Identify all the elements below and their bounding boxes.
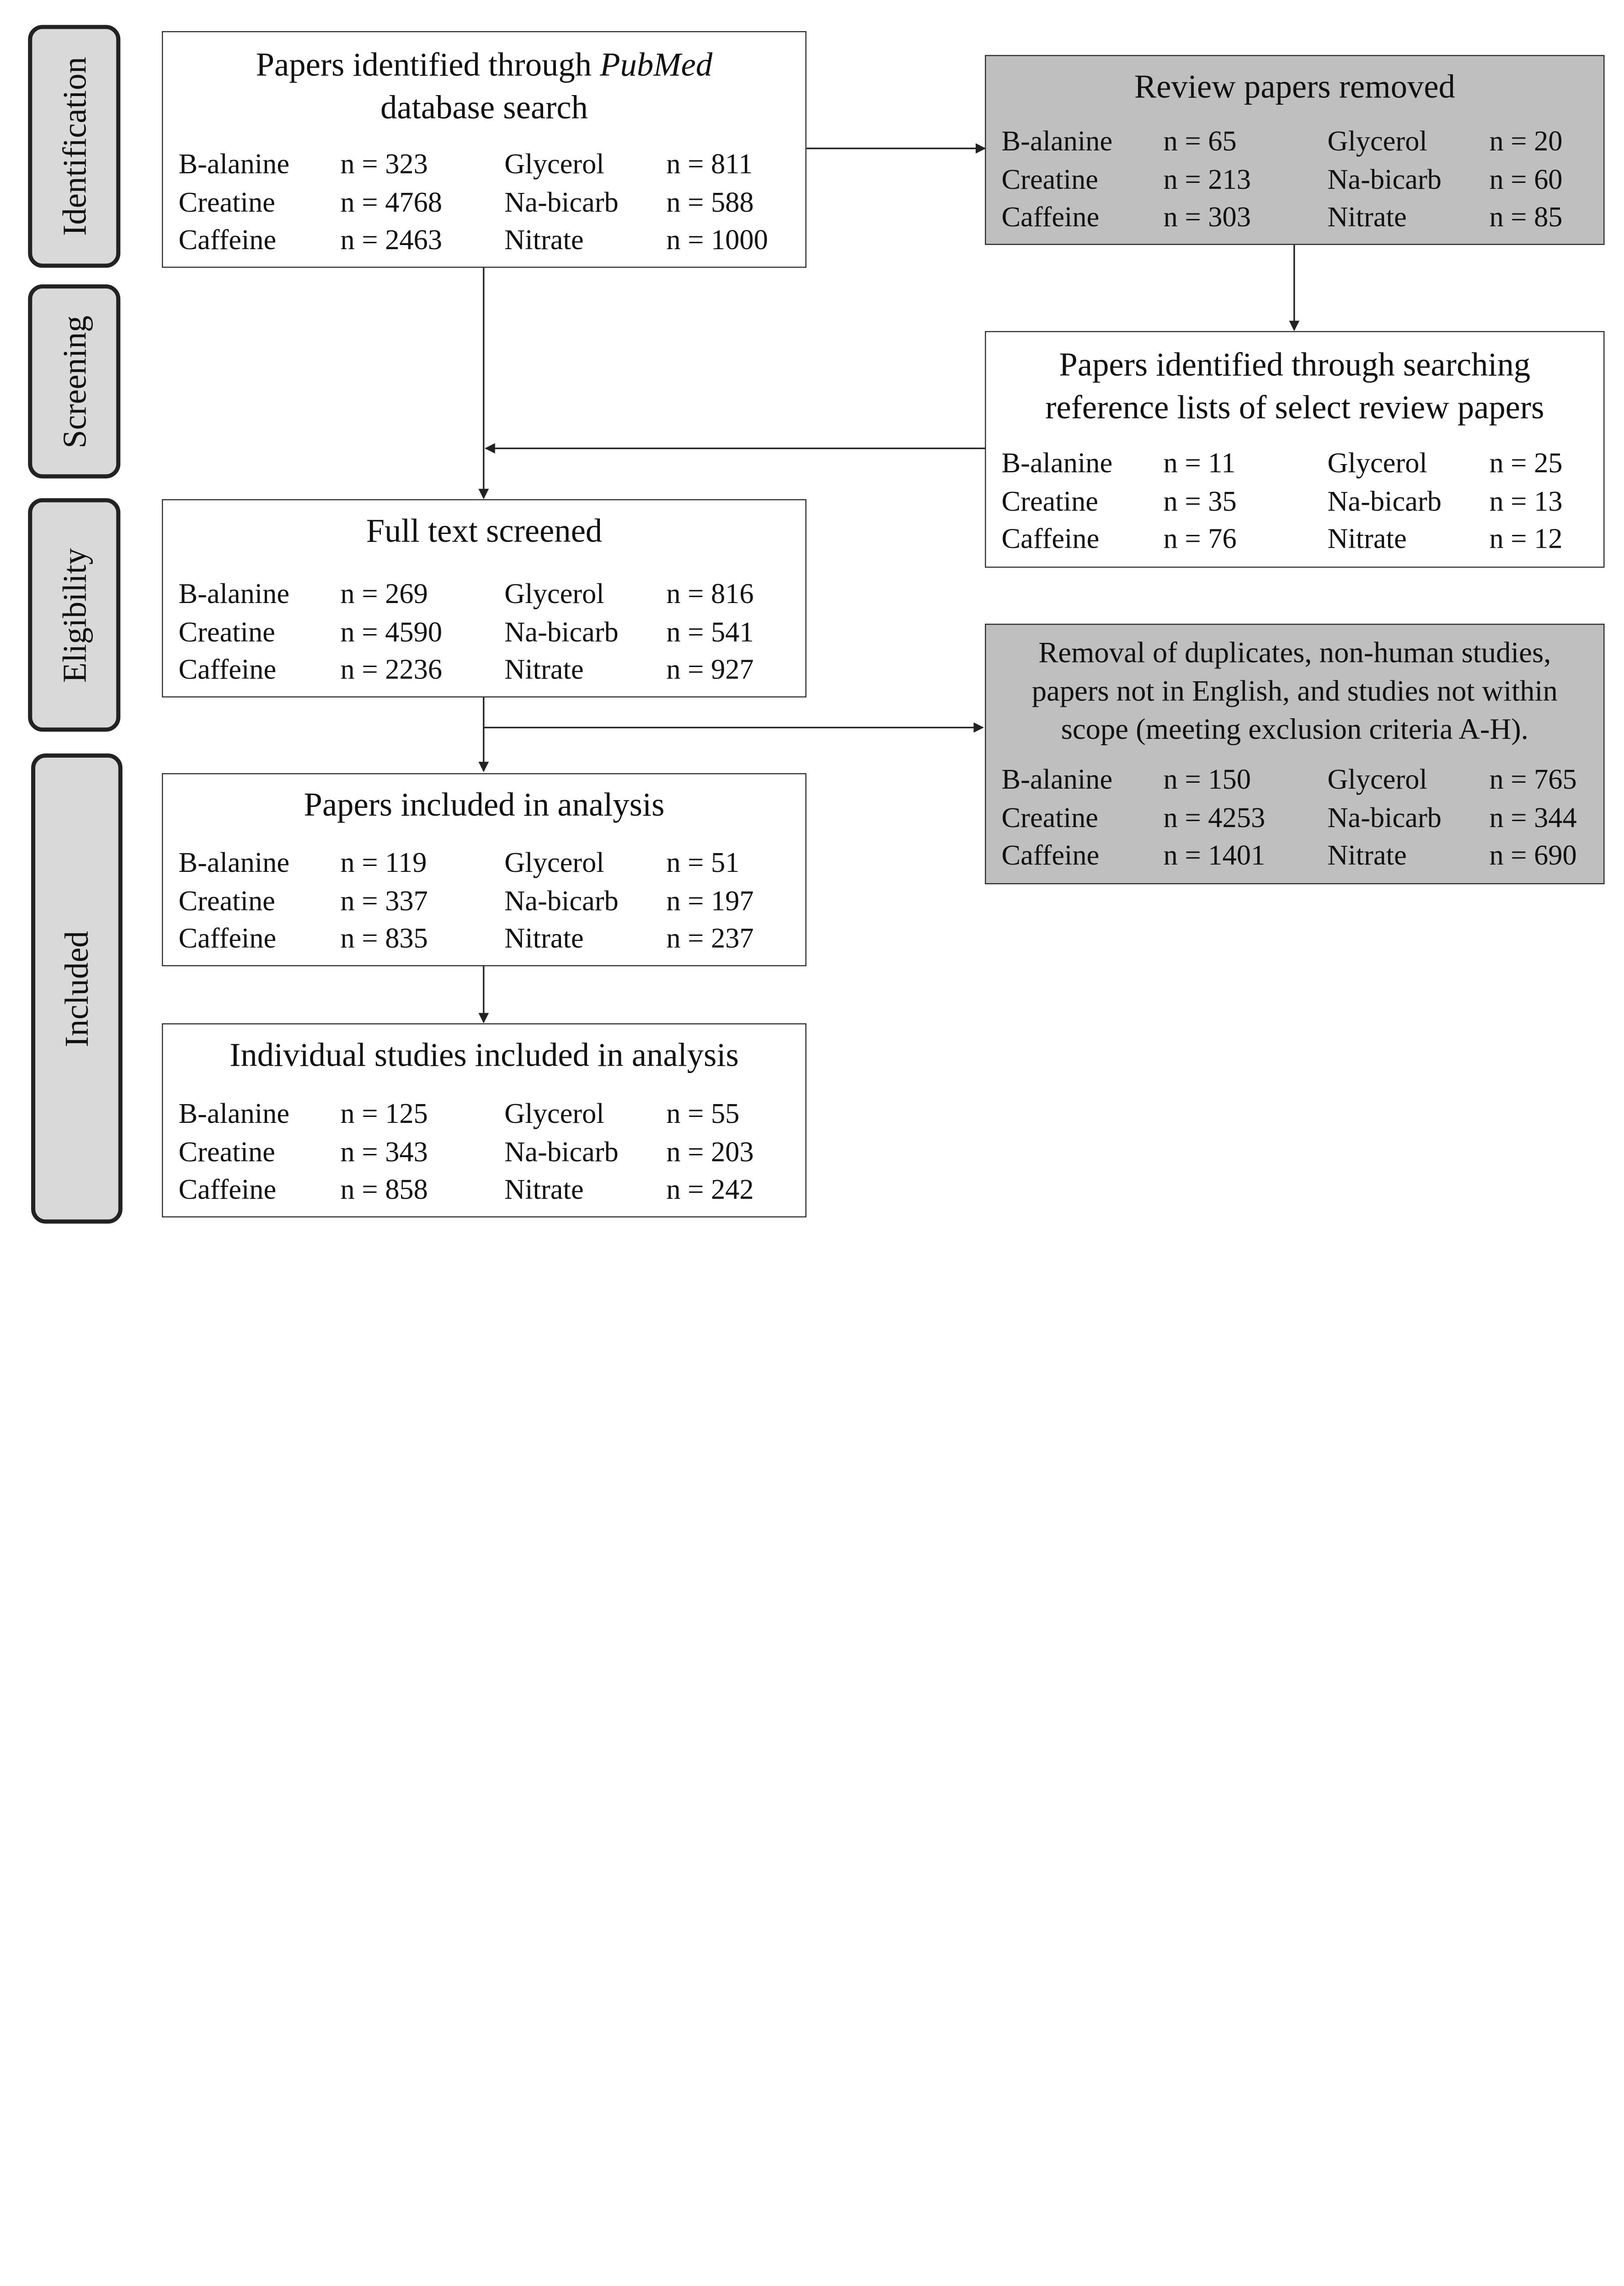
count-value: n = 269 <box>340 577 428 609</box>
supplement-name: Na-bicarb <box>504 1135 619 1167</box>
supplement-name: Na-bicarb <box>1327 801 1442 833</box>
count-value: n = 12 <box>1489 522 1563 555</box>
supplement-name: Caffeine <box>1001 200 1100 233</box>
count-value: n = 1401 <box>1163 839 1266 871</box>
box-review-papers-removed <box>985 55 1604 245</box>
stage-label-eligibility: Eligibility <box>55 547 93 683</box>
count-value: n = 55 <box>666 1097 740 1129</box>
count-value: n = 588 <box>666 185 754 218</box>
supplement-name: Nitrate <box>504 223 584 256</box>
supplement-name: Caffeine <box>178 652 277 685</box>
count-value: n = 242 <box>666 1173 754 1205</box>
count-value: n = 51 <box>666 846 740 878</box>
count-value: n = 541 <box>666 614 754 647</box>
count-value: n = 1000 <box>666 223 768 256</box>
supplement-name: Nitrate <box>504 652 584 685</box>
count-value: n = 811 <box>666 147 753 180</box>
supplement-name: Glycerol <box>504 577 604 609</box>
box-title: Papers identified through PubMed database search <box>256 45 713 126</box>
supplement-name: B-alanine <box>1001 446 1113 479</box>
supplement-name: B-alanine <box>1001 124 1113 157</box>
box-title: Removal of duplicates, non-human studies, papers not in English, and studies not within scope (meeting exclusion criteria A-H). <box>1031 637 1558 747</box>
count-value: n = 323 <box>340 147 428 180</box>
supplement-name: Glycerol <box>504 846 604 878</box>
count-value: n = 765 <box>1489 763 1577 795</box>
count-value: n = 816 <box>666 577 754 609</box>
supplement-name: Na-bicarb <box>504 614 619 647</box>
count-value: n = 35 <box>1163 484 1237 517</box>
count-value: n = 150 <box>1163 763 1251 795</box>
stage-label-identification: Identification <box>55 57 93 236</box>
count-value: n = 4590 <box>340 614 443 647</box>
box-title: Individual studies included in analysis <box>230 1036 739 1074</box>
count-value: n = 203 <box>666 1135 754 1167</box>
supplement-name: B-alanine <box>178 1097 290 1129</box>
box-removal-exclusions <box>985 624 1604 884</box>
stage-tab-eligibility <box>28 498 120 732</box>
supplement-name: Glycerol <box>504 147 604 180</box>
count-value: n = 76 <box>1163 522 1237 555</box>
supplement-name: Caffeine <box>178 1173 277 1205</box>
box-studies-included <box>162 1023 807 1217</box>
supplement-name: B-alanine <box>178 846 290 878</box>
supplement-name: Caffeine <box>178 921 277 954</box>
box-title: Papers included in analysis <box>304 785 665 823</box>
stage-tab-screening <box>28 284 120 478</box>
stage-label-included: Included <box>57 930 95 1047</box>
supplement-name: Nitrate <box>1327 200 1407 233</box>
count-value: n = 65 <box>1163 124 1237 157</box>
count-value: n = 4253 <box>1163 801 1266 833</box>
stage-tab-included <box>31 753 123 1223</box>
supplement-name: Nitrate <box>1327 839 1407 871</box>
stage-label-screening: Screening <box>55 315 93 448</box>
supplement-name: Glycerol <box>1327 763 1427 795</box>
count-value: n = 213 <box>1163 162 1251 195</box>
count-value: n = 690 <box>1489 839 1577 871</box>
count-value: n = 119 <box>340 846 427 878</box>
supplement-name: Glycerol <box>1327 446 1427 479</box>
supplement-name: Caffeine <box>1001 839 1100 871</box>
box-title: Papers identified through searching reference lists of select review papers <box>1045 345 1544 426</box>
supplement-name: Creatine <box>178 883 275 916</box>
box-papers-identified <box>162 31 807 268</box>
pubmed-italic: PubMed <box>600 45 713 83</box>
count-value: n = 835 <box>340 921 428 954</box>
count-value: n = 303 <box>1163 200 1251 233</box>
supplement-name: Creatine <box>178 185 275 218</box>
box-title: Full text screened <box>366 512 603 549</box>
supplement-name: Creatine <box>178 614 275 647</box>
supplement-name: Creatine <box>1001 484 1099 517</box>
supplement-name: Glycerol <box>504 1097 604 1129</box>
box-full-text-screened <box>162 499 807 698</box>
box-title: Review papers removed <box>1134 67 1455 105</box>
supplement-name: Creatine <box>178 1135 275 1167</box>
count-value: n = 858 <box>340 1173 428 1205</box>
supplement-name: Caffeine <box>178 223 277 256</box>
count-value: n = 237 <box>666 921 754 954</box>
stage-tab-identification <box>28 25 120 267</box>
count-value: n = 2236 <box>340 652 443 685</box>
supplement-name: B-alanine <box>178 147 290 180</box>
supplement-name: Nitrate <box>1327 522 1407 555</box>
count-value: n = 927 <box>666 652 754 685</box>
count-value: n = 343 <box>340 1135 428 1167</box>
supplement-name: Creatine <box>1001 162 1099 195</box>
supplement-name: Caffeine <box>1001 522 1100 555</box>
count-value: n = 60 <box>1489 162 1563 195</box>
count-value: n = 337 <box>340 883 428 916</box>
box-reference-lists <box>985 331 1604 568</box>
supplement-name: Creatine <box>1001 801 1099 833</box>
count-value: n = 20 <box>1489 124 1563 157</box>
supplement-name: Na-bicarb <box>1327 484 1442 517</box>
supplement-name: Glycerol <box>1327 124 1427 157</box>
count-value: n = 13 <box>1489 484 1563 517</box>
count-value: n = 197 <box>666 883 754 916</box>
count-value: n = 85 <box>1489 200 1563 233</box>
box-papers-included <box>162 773 807 966</box>
count-value: n = 125 <box>340 1097 428 1129</box>
count-value: n = 2463 <box>340 223 443 256</box>
count-value: n = 4768 <box>340 185 443 218</box>
count-value: n = 344 <box>1489 801 1577 833</box>
supplement-name: Nitrate <box>504 1173 584 1205</box>
supplement-name: Na-bicarb <box>504 185 619 218</box>
supplement-name: Na-bicarb <box>1327 162 1442 195</box>
supplement-name: Nitrate <box>504 921 584 954</box>
supplement-name: B-alanine <box>1001 763 1113 795</box>
supplement-name: B-alanine <box>178 577 290 609</box>
supplement-name: Na-bicarb <box>504 883 619 916</box>
count-value: n = 25 <box>1489 446 1563 479</box>
count-value: n = 11 <box>1163 446 1236 479</box>
